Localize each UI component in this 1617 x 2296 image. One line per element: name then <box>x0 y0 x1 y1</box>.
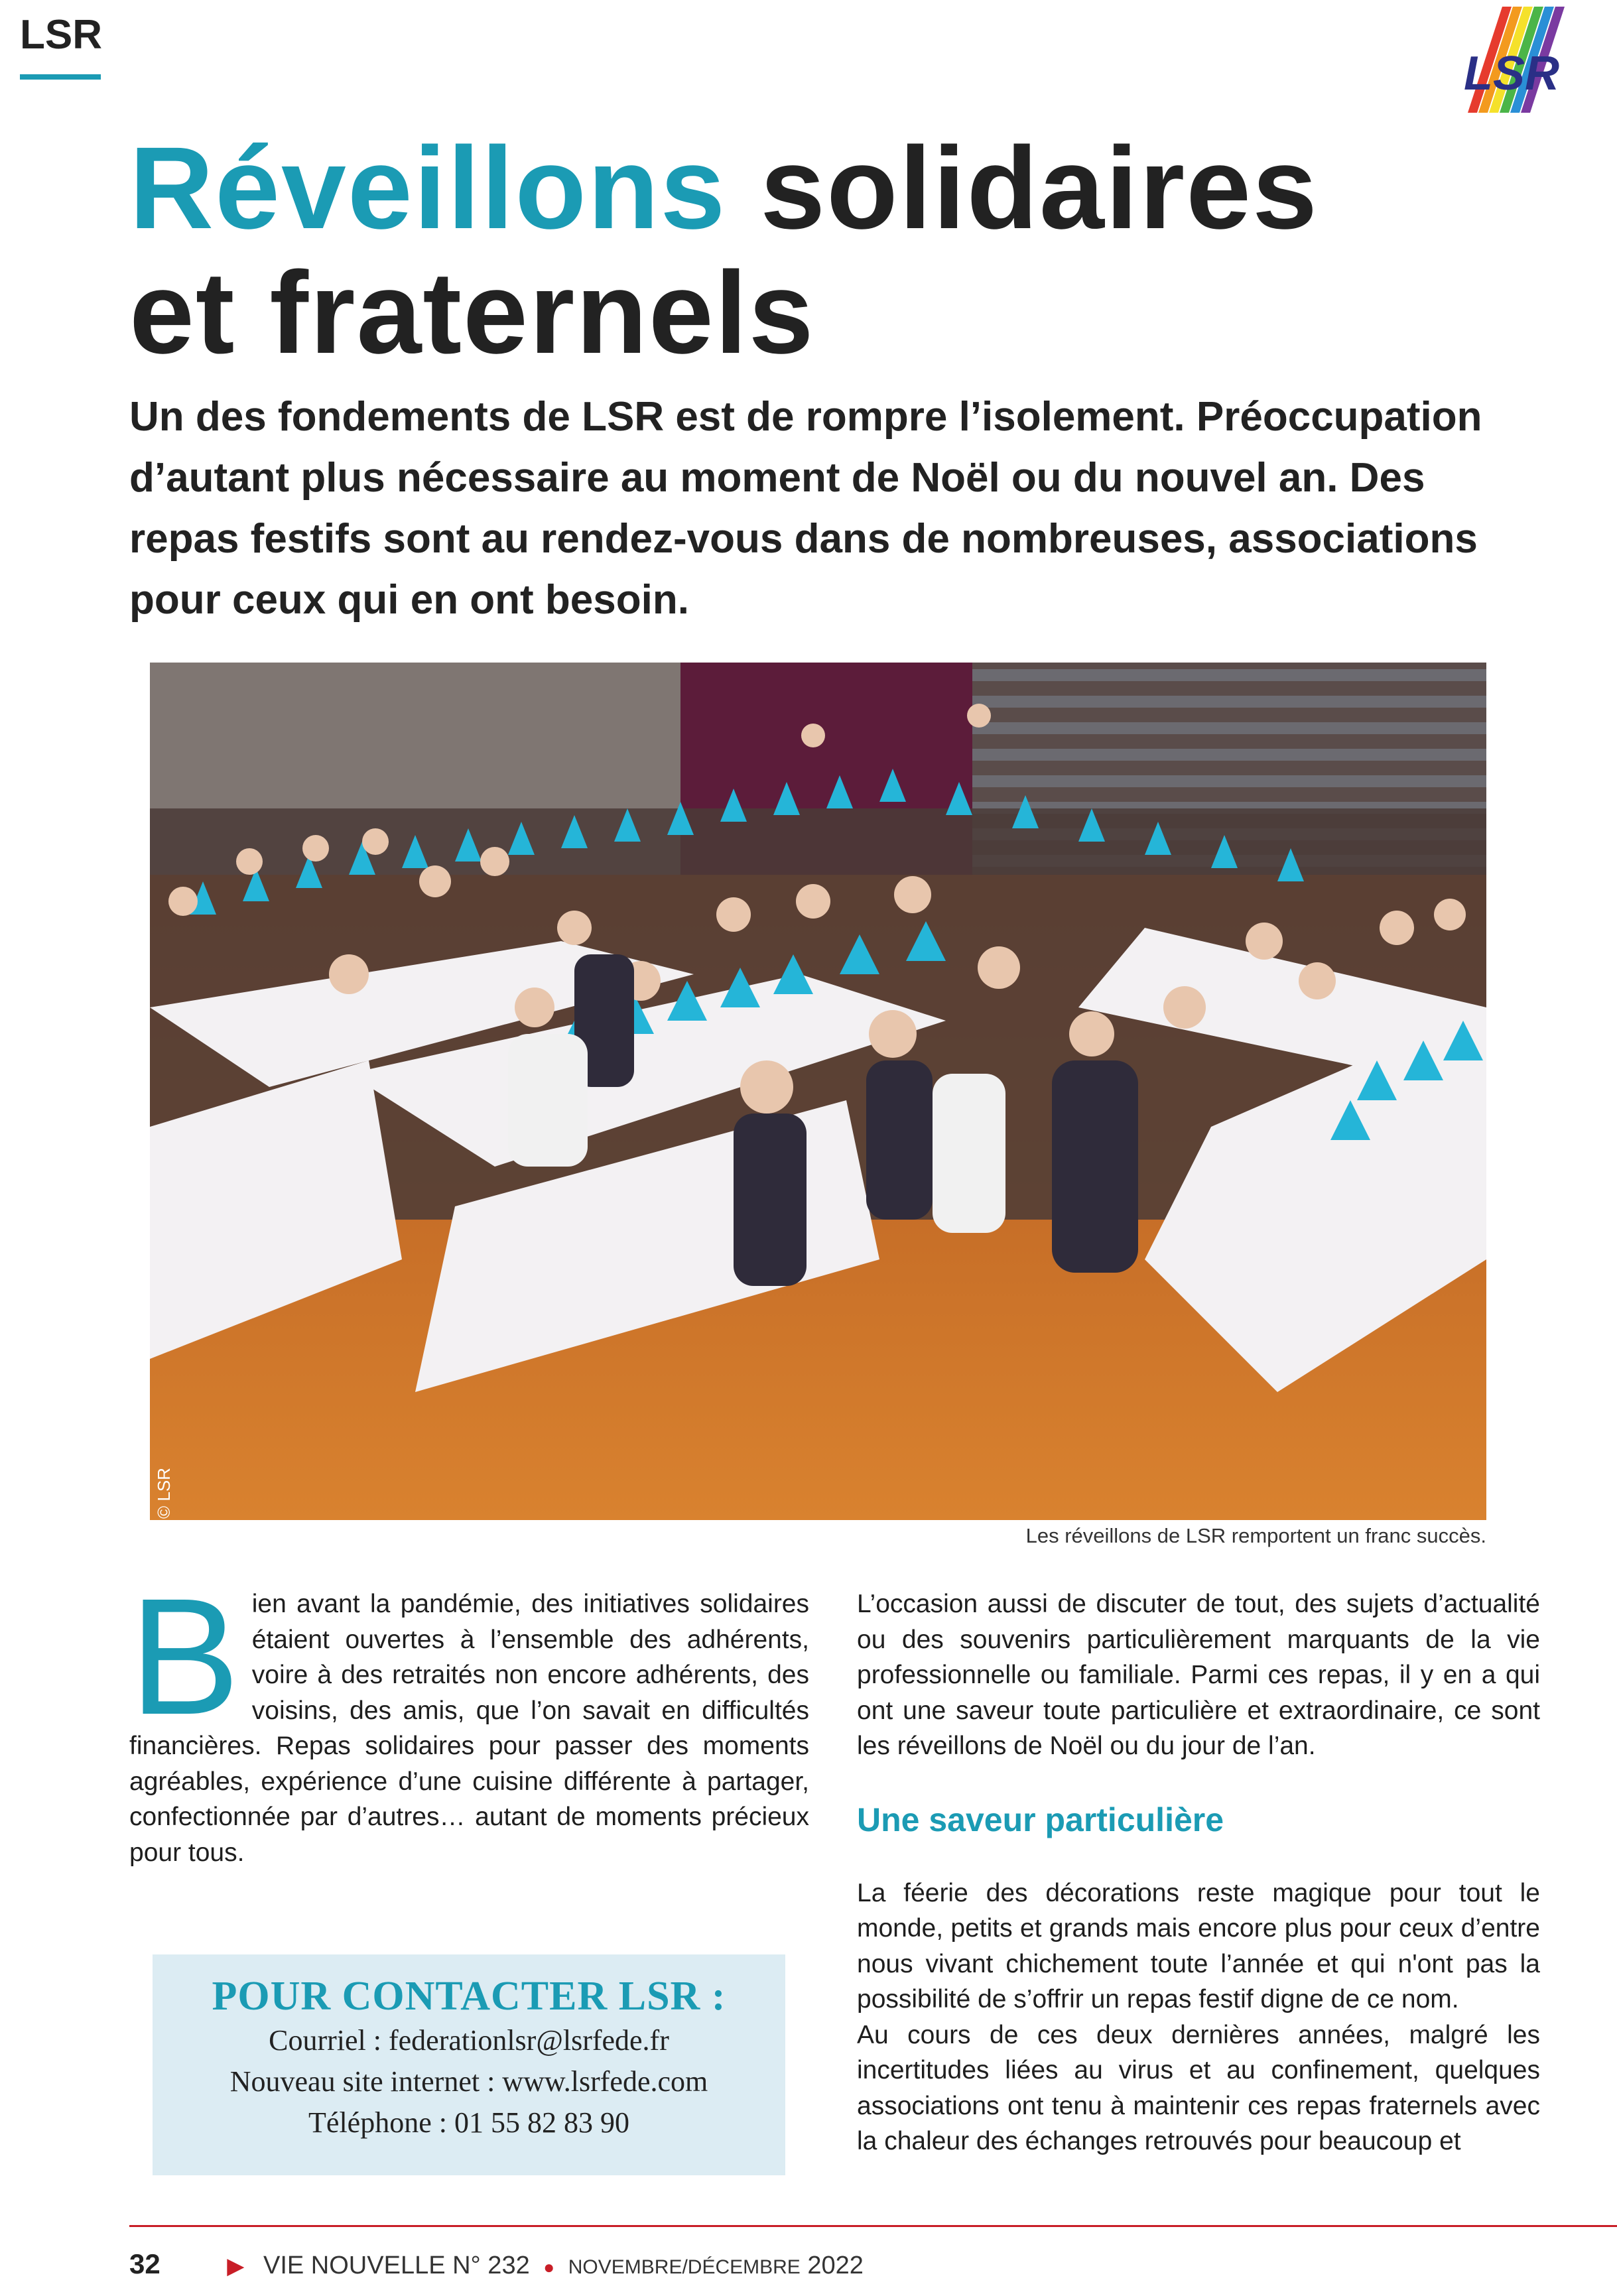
photo-credit <box>154 1452 180 1519</box>
photo-caption: Les réveillons de LSR remportent un franc succès. <box>1025 1524 1486 1547</box>
lsr-logo <box>1462 7 1569 119</box>
arrow-icon: ▶ <box>227 2254 245 2279</box>
article-title <box>129 123 1522 378</box>
photo-credit-text: © LSR <box>154 1468 174 1519</box>
section-rule <box>20 74 101 80</box>
page-number: 32 <box>129 2248 161 2279</box>
banquet-illustration <box>150 663 1486 1520</box>
page-footer <box>129 2248 864 2280</box>
title-line-2: et fraternels <box>129 248 815 378</box>
left-column <box>129 1564 809 1870</box>
event-photo <box>150 663 1486 1520</box>
section-tag: LSR <box>20 12 102 58</box>
contact-website[interactable]: Nouveau site internet : www.lsrfede.com <box>229 2065 708 2098</box>
drop-cap: B <box>129 1564 240 1749</box>
footer-rule <box>129 2225 1617 2227</box>
lsr-logo-text: LSR <box>1464 47 1559 100</box>
contact-box <box>153 1954 785 2175</box>
subheading: Une saveur particulière <box>857 1801 1224 1838</box>
right-paragraph-3: Au cours de ces deux dernières années, malgré les incertitudes liées au virus et au confinement, quelques associations ont tenu à maintenir ces repas fraternels avec la chaleur des échanges retrouvés pour beaucoup et <box>857 2020 1540 2155</box>
right-paragraph-2: La féerie des décorations reste magique pour tout le monde, petits et grands mais encore plus pour ceux d’entre nous vivant chichement toute l’année et qui n'ont pas la possibilité de s’offrir un repas festif digne de ce nom. <box>857 1878 1540 2013</box>
contact-email[interactable]: Courriel : federationlsr@lsrfede.fr <box>269 2024 669 2057</box>
bullet-icon: ● <box>543 2257 555 2277</box>
issue-months: NOVEMBRE/DÉCEMBRE <box>568 2256 801 2278</box>
title-accent: Réveillons <box>129 123 727 253</box>
right-paragraph-1: L’occasion aussi de discuter de tout, des sujets d’actualité ou des souvenirs particulièrement marquants de la vie professionnelle ou familiale. Parmi ces repas, il y en a qui ont une saveur toute particulière et extraordinaire, ce sont les réveillons de Noël ou du jour de l’an. <box>857 1590 1540 1760</box>
article-lead: Un des fondements de LSR est de rompre l’isolement. Préoccupation d’autant plus nécessaire au moment de Noël ou du nouvel an. Des repas festifs sont au rendez-vous dans de nombreuses, associations pour ceux qui en ont besoin. <box>129 394 1482 623</box>
contact-phone: Téléphone : 01 55 82 83 90 <box>308 2106 629 2139</box>
contact-title: POUR CONTACTER LSR : <box>212 1974 726 2019</box>
magazine-issue: VIE NOUVELLE N° 232 <box>263 2252 530 2279</box>
title-rest: solidaires <box>726 123 1319 253</box>
left-paragraph: ien avant la pandémie, des initiatives solidaires étaient ouvertes à l’ensemble des adhérents, voire à des retraités non encore adhérents, des voisins, des amis, que l’on savait en difficultés financières. Repas solidaires pour passer des moments agréables, expérience d’une cuisine différente à partager, confectionnée par d’autres… autant de moments précieux pour tous. <box>129 1590 809 1867</box>
issue-year: 2022 <box>807 2252 864 2279</box>
right-column <box>857 1586 1540 2159</box>
